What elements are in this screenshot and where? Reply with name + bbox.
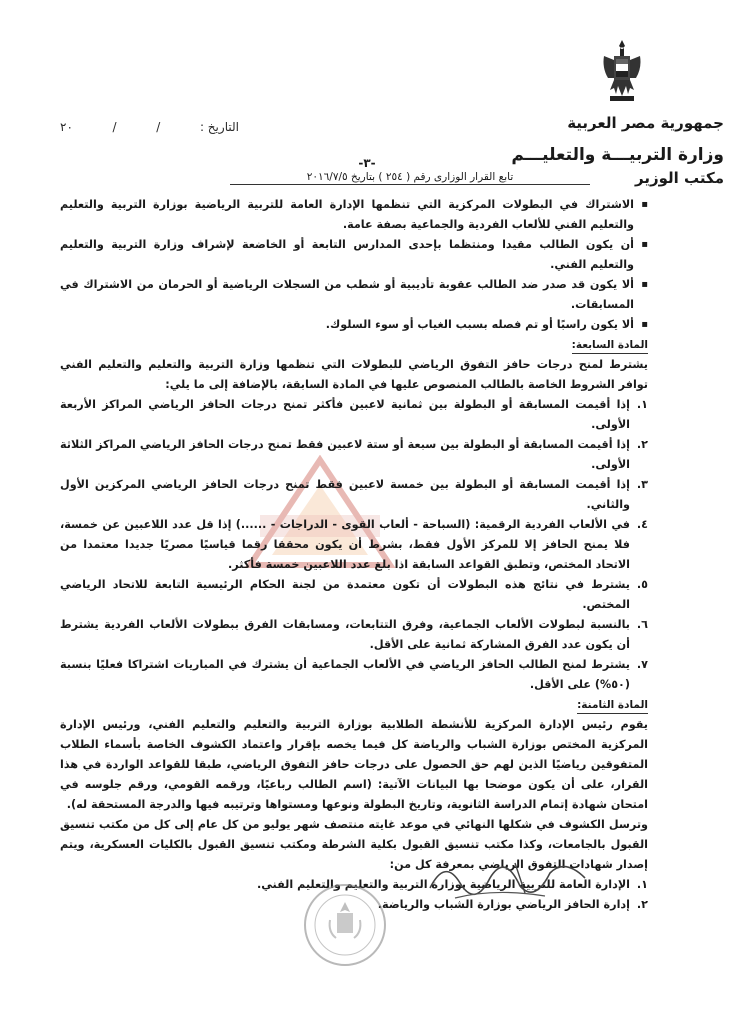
bullet-icon: ▪ [641, 279, 648, 290]
bullet-icon: ▪ [641, 199, 648, 210]
document-body [60, 195, 648, 915]
bullet-icon: ▪ [641, 319, 648, 330]
list-item: ٣. إذا أقيمت المسابقة أو البطولة بين خمسة لاعبين فقط تمنح درجات الحافز الرياضي المركزين الأول والثاني. [60, 478, 648, 511]
list-item: ١. الإدارة العامة للتربية الرياضية بوزارة التربية والتعليم والتعليم الفني. [256, 878, 648, 891]
date-label: التاريخ : [199, 120, 239, 134]
page-number: -٣- [358, 156, 376, 170]
list-item: ٦. بالنسبة لبطولات الألعاب الجماعية، وفرق التتابعات، ومسابقات الفرق ببطولات الألعاب الفردية يشترط أن يكون عدد الفرق المشاركة ثمانية على الأقل. [60, 618, 648, 651]
date-year: ٢٠ [60, 120, 73, 134]
ministry-name: وزارة التربيـــة والتعليـــم [511, 145, 724, 165]
article-8-heading: المادة الثامنة: [577, 697, 648, 714]
eagle-emblem-icon [600, 38, 644, 104]
decree-reference: تابع القرار الوزارى رقم ( ٢٥٤ ) بتاريخ ٢٠١٦/٧/٥ [230, 171, 590, 185]
list-item: ٢. إذا أقيمت المسابقة أو البطولة بين سبعة أو ستة لاعبين فقط تمنح درجات الحافز الرياضي المراكز الثلاثة الأولى. [60, 438, 648, 471]
list-item: ١. إذا أقيمت المسابقة أو البطولة بين ثمانية لاعبين فأكثر تمنح درجات الحافز الرياضي المراكز الأربعة الأولى. [60, 398, 648, 431]
list-item: ٧. يشترط لمنح الطالب الحافز الرياضي في الألعاب الجماعية أن يشترك في المباريات اشتراكا فعليًا بنسبة (٥٠%) على الأقل. [60, 658, 648, 691]
country-name: جمهورية مصر العربية [567, 114, 724, 132]
office-name: مكتب الوزير [634, 169, 724, 187]
bullet-icon: ▪ [641, 239, 648, 250]
list-item: ▪ الاشتراك في البطولات المركزية التي تنظمها الإدارة العامة للتربية الرياضية بوزارة التربية والتعليم والتعليم الفني للألعاب الفردية والجماعية بصفة عامة. [60, 195, 648, 235]
date-separator-1: / [156, 120, 161, 134]
article-7-intro: يشترط لمنح درجات حافز التفوق الرياضي للبطولات التي تنظمها وزارة التربية والتعليم والتعليم الفني توافر الشروط الخاصة بالطالب المنصوص عليها في المادة السابقة، بالإضافة إلى ما يلي: [60, 358, 648, 391]
list-item: ٢. إدارة الحافز الرياضي بوزارة الشباب والرياضة. [377, 898, 648, 911]
list-item: ▪ أن يكون الطالب مقيدا ومنتظما بإحدى المدارس التابعة أو الخاضعة لإشراف وزارة التربية والتعليم والتعليم الفني. [60, 235, 648, 275]
article-7-list [60, 395, 648, 695]
article-8-paragraph-2: وترسل الكشوف في شكلها النهائي في موعد غايته منتصف شهر يوليو من كل عام إلى كل من مكتب تنسيق القبول بالجامعات، وكذا مكتب تنسيق القبول بكلية الشرطة ومكتب تنسيق القبول بالكليات العسكرية، ويتم إصدار شهادات التفوق الرياضي بمعرفة كل من: [60, 818, 648, 871]
date-separator-2: / [112, 120, 117, 134]
article-7-heading: المادة السابعة: [572, 337, 648, 354]
list-item: ٥. يشترط في نتائج هذه البطولات أن تكون معتمدة من لجنة الحكام الرئيسية التابعة للاتحاد الرياضي المختص. [60, 578, 648, 611]
official-seal-stamp [300, 880, 390, 970]
date-line [60, 120, 239, 134]
intro-bullet-list [60, 195, 648, 335]
list-item: ٤. في الألعاب الفردية الرقمية: (السباحة - ألعاب القوى - الدراجات - ......) إذا قل عدد اللاعبين عن خمسة، فلا يمنح الحافز إلا للمركز الأول فقط، بشرط أن يكون محققا رقما قياسيًا مصريًا جديدا معتمدا من الاتحاد المختص، وتطبق القواعد السابقة اذا بلغ عدد اللاعبين خمسة فأكثر. [60, 518, 648, 571]
handwritten-signature [425, 848, 595, 908]
article-8-paragraph-1: يقوم رئيس الإدارة المركزية للأنشطة الطلابية بوزارة التربية والتعليم والتعليم الفني، ورئيس الإدارة المركزية المختص بوزارة الشباب والرياضة كل فيما يخصه بإقرار واعتماد الكشوف الخاصة بأسماء الطلاب المتفوقين رياضيًا الذين لهم حق الحصول على درجات حافز التفوق الرياضي، طبقا للقواعد الواردة في هذا القرار، على أن يكون موضحا بها البيانات الآتية: (اسم الطالب رباعيًا، ورقمه القومي، ورقم جلوسه في امتحان شهادة إتمام الدراسة الثانوية، وتاريخ البطولة ونوعها ومستواها وترتيبه فيها والدرجة المستحقة له). [60, 718, 648, 811]
list-item: ▪ ألا يكون قد صدر ضد الطالب عقوبة تأديبية أو شطب من السجلات الرياضية أو الحرمان من الاشتراك في المسابقات. [60, 275, 648, 315]
list-item: ▪ ألا يكون راسبًا أو تم فصله بسبب الغياب أو سوء السلوك. [60, 315, 648, 335]
